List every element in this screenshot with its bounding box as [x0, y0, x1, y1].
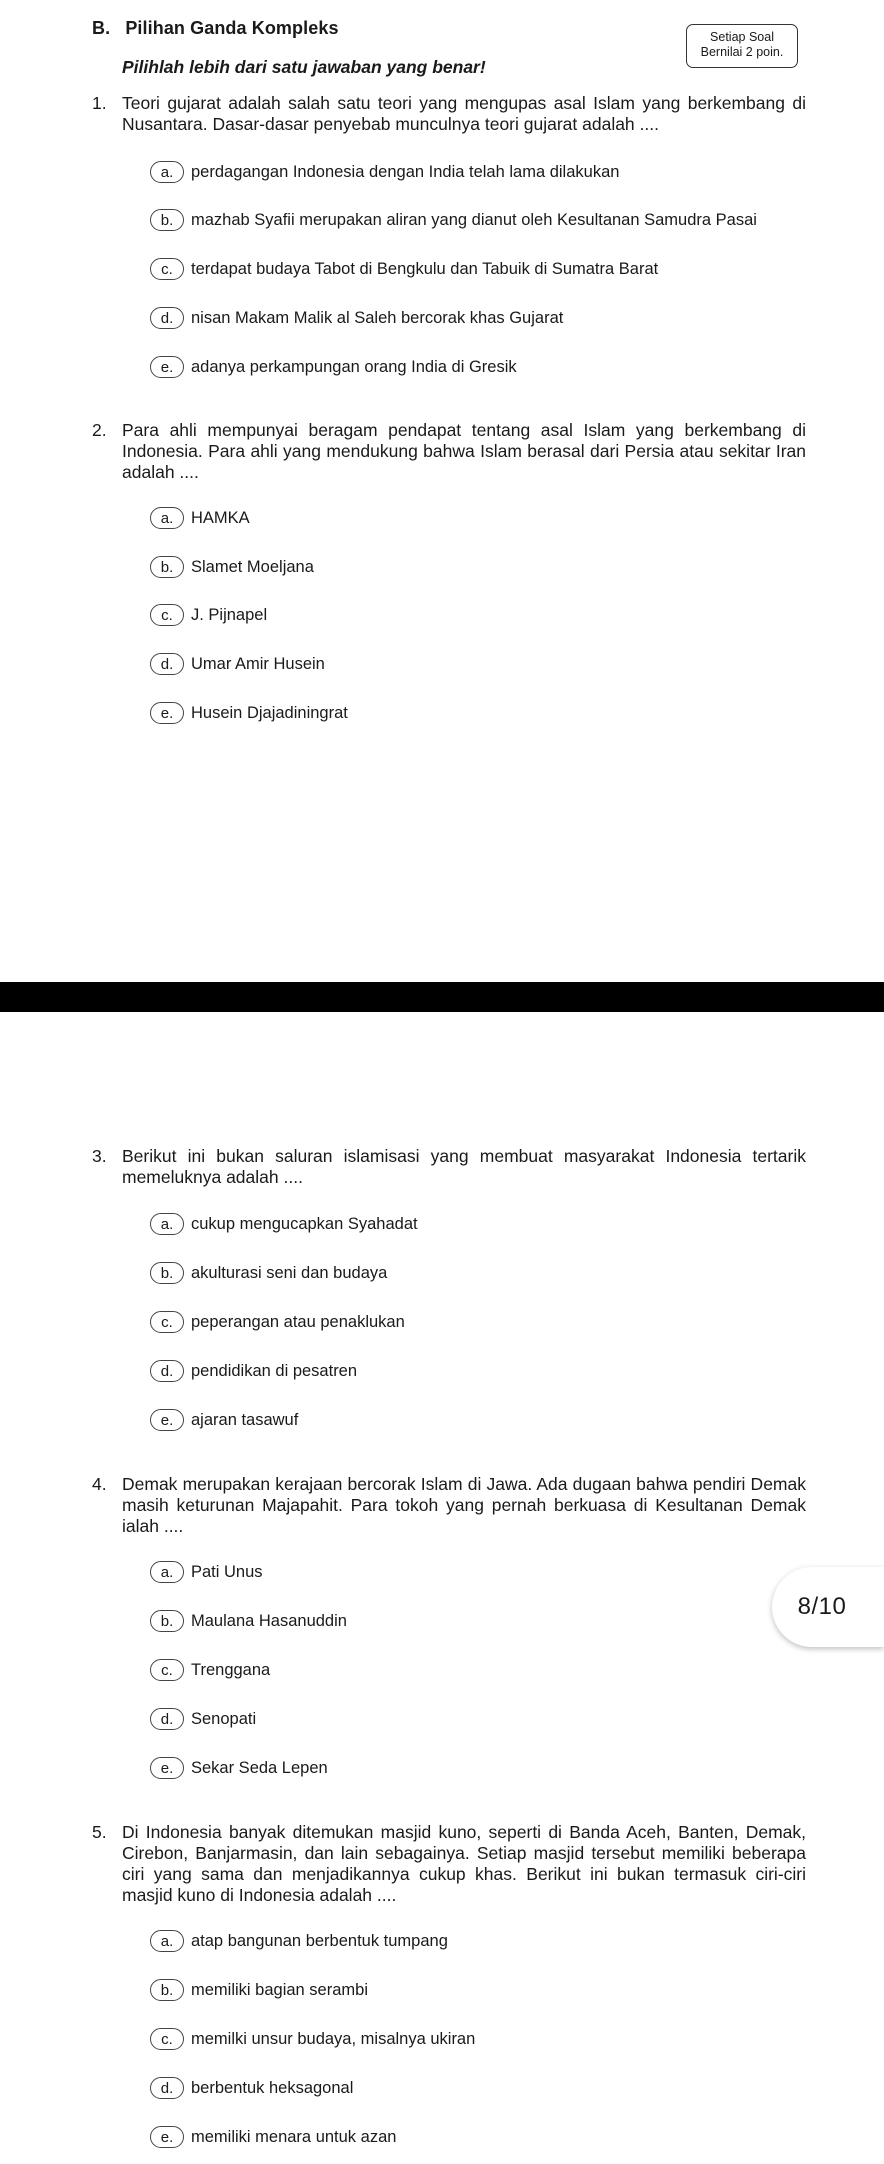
option-letter: b.: [150, 1979, 184, 2001]
question-5-option-e[interactable]: [150, 2125, 396, 2149]
question-1: [92, 93, 806, 135]
question-4: [92, 1474, 806, 1537]
option-letter: a.: [150, 161, 184, 183]
option-letter: b.: [150, 556, 184, 578]
question-2-option-d[interactable]: [150, 652, 325, 676]
question-text: Para ahli mempunyai beragam pendapat tentang asal Islam yang berkembang di Indonesia. Para ahli yang mendukung bahwa Islam berasal dari Persia atau sekitar Iran adalah ....: [122, 420, 806, 482]
question-4-option-d[interactable]: [150, 1707, 256, 1731]
option-letter: a.: [150, 1930, 184, 1952]
option-letter: d.: [150, 653, 184, 675]
question-4-option-b[interactable]: [150, 1609, 347, 1633]
points-line-2: Bernilai 2 poin.: [700, 45, 784, 59]
option-letter: d.: [150, 1360, 184, 1382]
option-text: mazhab Syafii merupakan aliran yang dianut oleh Kesultanan Samudra Pasai: [191, 211, 757, 229]
question-1-option-d[interactable]: [150, 306, 563, 330]
question-2: [92, 420, 806, 483]
question-number: 3.: [92, 1146, 107, 1166]
option-letter: b.: [150, 1610, 184, 1632]
question-text: Demak merupakan kerajaan bercorak Islam di Jawa. Ada dugaan bahwa pendiri Demak masih keturunan Majapahit. Para tokoh yang pernah berkuasa di Kesultanan Demak ialah ....: [122, 1474, 806, 1536]
option-letter: c.: [150, 604, 184, 626]
question-number: 4.: [92, 1474, 107, 1494]
points-info-box: [686, 24, 798, 68]
option-text: memiliki menara untuk azan: [191, 2128, 397, 2146]
option-letter: e.: [150, 702, 184, 724]
option-text: peperangan atau penaklukan: [191, 1313, 405, 1331]
option-letter: b.: [150, 209, 184, 231]
question-1-option-b[interactable]: [150, 208, 757, 232]
question-text: Di Indonesia banyak ditemukan masjid kuno, seperti di Banda Aceh, Banten, Demak, Cirebon, Banjarmasin, dan lain sebagainya. Setiap masjid tersebut memiliki beberapa ciri yang sama dan menjadikannya cukup khas. Berikut ini bukan termasuk ciri-ciri masjid kuno di Indonesia adalah ....: [122, 1822, 806, 1905]
option-text: pendidikan di pesatren: [191, 1362, 358, 1380]
option-text: memiliki bagian serambi: [191, 1981, 368, 1999]
question-number: 2.: [92, 420, 107, 440]
option-text: HAMKA: [191, 509, 250, 527]
instruction-text: Pilihlah lebih dari satu jawaban yang benar!: [122, 57, 486, 77]
question-3-option-a[interactable]: [150, 1212, 418, 1236]
question-1-option-a[interactable]: [150, 160, 619, 184]
question-5-option-c[interactable]: [150, 2027, 475, 2051]
question-5-option-a[interactable]: [150, 1929, 448, 1953]
option-text: Sekar Seda Lepen: [191, 1759, 328, 1777]
option-text: Maulana Hasanuddin: [191, 1612, 347, 1630]
question-2-option-c[interactable]: [150, 603, 267, 627]
question-3-option-d[interactable]: [150, 1359, 357, 1383]
option-letter: e.: [150, 1757, 184, 1779]
option-letter: c.: [150, 1659, 184, 1681]
option-letter: e.: [150, 356, 184, 378]
question-3: [92, 1146, 806, 1188]
option-text: memilki unsur budaya, misalnya ukiran: [191, 2030, 476, 2048]
option-letter: d.: [150, 307, 184, 329]
question-3-option-b[interactable]: [150, 1261, 387, 1285]
option-text: J. Pijnapel: [191, 606, 268, 624]
option-letter: d.: [150, 2077, 184, 2099]
option-letter: a.: [150, 1213, 184, 1235]
option-text: adanya perkampungan orang India di Gresik: [191, 358, 517, 376]
question-2-option-e[interactable]: [150, 701, 348, 725]
option-text: terdapat budaya Tabot di Bengkulu dan Tabuik di Sumatra Barat: [191, 260, 659, 278]
question-2-option-b[interactable]: [150, 555, 314, 579]
section-letter: B.: [92, 18, 111, 38]
question-1-option-e[interactable]: [150, 355, 517, 379]
question-3-option-c[interactable]: [150, 1310, 405, 1334]
section-title: Pilihan Ganda Kompleks: [125, 18, 339, 38]
option-letter: e.: [150, 1409, 184, 1431]
question-4-option-a[interactable]: [150, 1560, 263, 1584]
option-text: ajaran tasawuf: [191, 1411, 299, 1429]
option-letter: a.: [150, 507, 184, 529]
question-number: 1.: [92, 93, 107, 113]
option-text: Husein Djajadiningrat: [191, 704, 348, 722]
option-letter: e.: [150, 2126, 184, 2148]
option-letter: d.: [150, 1708, 184, 1730]
option-text: Slamet Moeljana: [191, 558, 314, 576]
question-5-option-d[interactable]: [150, 2076, 353, 2100]
points-line-1: Setiap Soal: [710, 30, 774, 44]
document-page-top: [0, 0, 884, 982]
page-separator-band: [0, 982, 884, 1012]
option-text: berbentuk heksagonal: [191, 2079, 354, 2097]
option-text: atap bangunan berbentuk tumpang: [191, 1932, 448, 1950]
question-2-option-a[interactable]: [150, 506, 250, 530]
option-letter: c.: [150, 1311, 184, 1333]
question-number: 5.: [92, 1822, 107, 1842]
question-5-option-b[interactable]: [150, 1978, 368, 2002]
page-indicator[interactable]: 8/10: [772, 1567, 884, 1647]
question-4-option-e[interactable]: [150, 1756, 328, 1780]
option-text: Pati Unus: [191, 1563, 263, 1581]
question-1-option-c[interactable]: [150, 257, 658, 281]
option-text: Trenggana: [191, 1661, 271, 1679]
option-text: Umar Amir Husein: [191, 655, 325, 673]
section-heading: [92, 18, 339, 39]
option-letter: c.: [150, 258, 184, 280]
question-text: Berikut ini bukan saluran islamisasi yang membuat masyarakat Indonesia tertarik memeluknya adalah ....: [122, 1146, 806, 1187]
option-letter: c.: [150, 2028, 184, 2050]
question-text: Teori gujarat adalah salah satu teori yang mengupas asal Islam yang berkembang di Nusantara. Dasar-dasar penyebab munculnya teori gujarat adalah ....: [122, 93, 806, 134]
question-3-option-e[interactable]: [150, 1408, 298, 1432]
option-letter: a.: [150, 1561, 184, 1583]
option-letter: b.: [150, 1262, 184, 1284]
option-text: Senopati: [191, 1710, 257, 1728]
option-text: perdagangan Indonesia dengan India telah lama dilakukan: [191, 163, 620, 181]
option-text: cukup mengucapkan Syahadat: [191, 1215, 418, 1233]
option-text: nisan Makam Malik al Saleh bercorak khas Gujarat: [191, 309, 564, 327]
question-4-option-c[interactable]: [150, 1658, 270, 1682]
option-text: akulturasi seni dan budaya: [191, 1264, 388, 1282]
question-5: [92, 1822, 806, 1906]
